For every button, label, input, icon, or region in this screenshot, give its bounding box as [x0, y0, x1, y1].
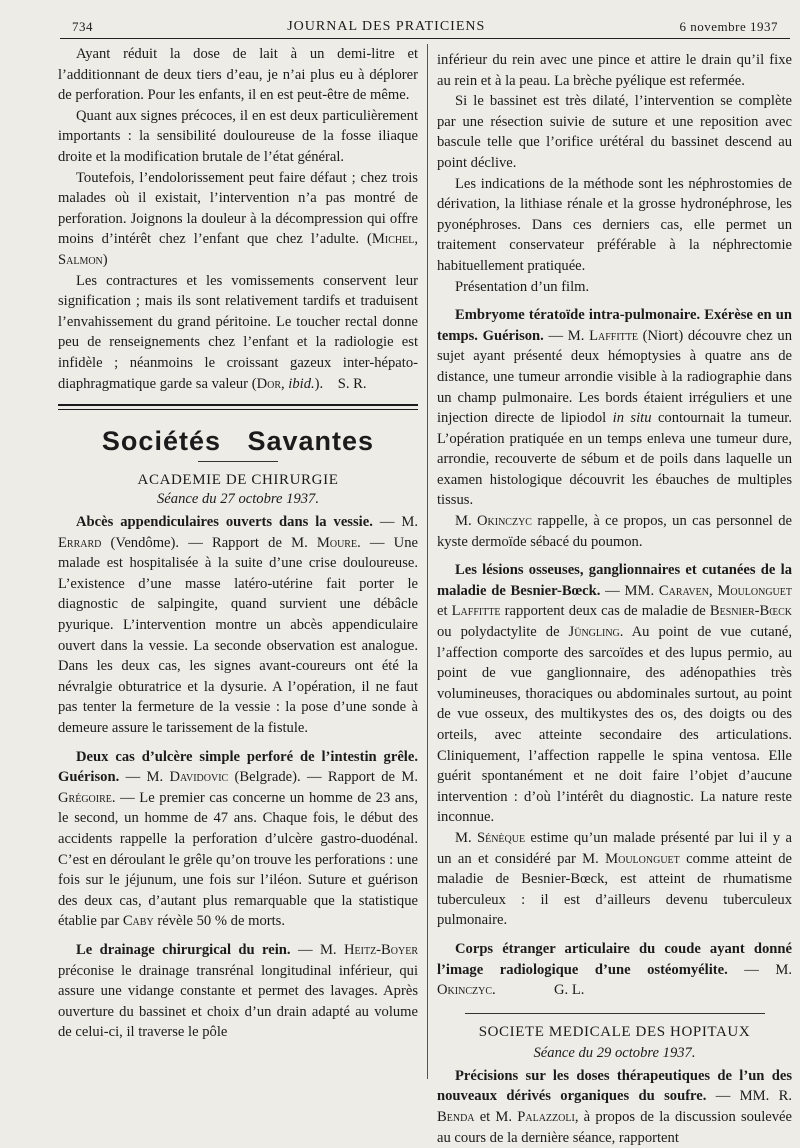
- author-name: Michel, Salmon: [58, 231, 418, 268]
- paragraph: Ayant réduit la dose de lait à un demi-litre et l’additionnant de deux tiers d’eau, je n’ai plus eu à déplorer de perforation. Pour les enfants, il en est peut-être de même.: [58, 46, 418, 104]
- column-separator: [427, 44, 428, 1079]
- article-title: Le drainage chirurgical du rein.: [76, 941, 291, 958]
- section-double-rule: [58, 404, 418, 410]
- page-number: 734: [72, 19, 93, 34]
- article: Abcès appendiculaires ouverts dans la vessie. — M. Errard (Vendôme). — Rapport de M. Moure. — Une malade est hospitalisée à la suite d’une crise douloureuse. L’existence d’une masse latéro-utérine fait porter le diagnostic de salpingite, quand survient une débâcle pyurique. L’intervention montre un abcès appendiculaire ouvert dans la vessie. La seconde observation est analogue. Dans les deux cas, les signes avant-coureurs ont été la névralgie obturatrice et la dysurie. A l’opération, il ne faut pas tenter la fermeture de la vessie : la pose d’une sonde à demeure assure le tarissement de la fistule.: [58, 514, 419, 737]
- article: Deux cas d’ulcère simple perforé de l’intestin grêle. Guérison. — M. Davidovic (Belgrade). — Rapport de M. Grégoire. — Le premier cas concerne un homme de 23 ans, le second, un homme de 47 ans. Chaque fois, le début des accidents rappelle la perforation d’ulcère gastro-duodénal. C’est en déroulant le grêle qu’on trouve les perforations : une fois sur le jéjunum, une fois sur l’iléon. Suture et guérison des deux cas, d’autant plus remarquable que la statistique établie par Caby révèle 50 % de morts.: [58, 748, 419, 930]
- paragraph: M. Sénèque estime qu’un malade présenté par lui il y a un an et considéré par M. Moulonguet comme atteint de maladie de Besnier-Bœck, est atteint de rhumatisme tuberculeux : il est d’ailleurs devenu tuberculeux pulmonaire.: [437, 829, 792, 929]
- article-title: Précisions sur les doses thérapeutiques de l’un des nouveaux dérivés organiques du soufre.: [437, 1067, 792, 1105]
- paragraph: Les indications de la méthode sont les néphrostomies de dérivation, la lithiase rénale et la grosse hydronéphrose, les pyonéphroses. Dans ces derniers cas, elle permet un traitement conservateur préférable à la néphrectomie habituellement pratiquée.: [437, 175, 792, 274]
- article-title: Embryome tératoïde intra-pulmonaire. Exérèse en un temps. Guérison.: [437, 307, 792, 344]
- section-rule: [465, 1013, 765, 1014]
- paragraph: Toutefois, l’endolorissement peut faire défaut ; chez trois malades où il existait, l’intervention n’a pas montré de perforation. Joignons la douleur à la décompression qui offre moins d’intérêt chez l’enfant que chez l’adulte. (Michel, Salmon): [58, 169, 418, 268]
- article: Le drainage chirurgical du rein. — M. Heitz-Boyer préconise le drainage transrénal longitudinal inférieur, qui assure une vidange constante et permet des lavages. Après ouverture du bassinet et choix d’un drain adapté au volume de celui-ci, il traverse le pôle: [58, 941, 418, 1041]
- article: Embryome tératoïde intra-pulmonaire. Exérèse en un temps. Guérison. — M. Laffitte (Niort) découvre chez un sujet ayant présenté deux hémoptysies à quatre ans de distance, une tumeur arrondie visible à la radiographie dans un champ pulmonaire. Les bords étaient irréguliers et une injection directe de lipiodol in situ contournait la tumeur. L’opération pratiquée en un temps enleva une tumeur dure, arrondie, recouverte de sébum et de poils dans laquelle un examen histologique découvrit les ébauches de multiples tissus.: [437, 307, 792, 509]
- paragraph: M. Okinczyc rappelle, à ce propos, un cas personnel de kyste dermoïde sébacé du poumon.: [437, 513, 792, 550]
- paragraph: Les contractures et les vomissements conservent leur signification ; mais ils sont relativement tardifs et traduisent l’envahissement du grand péritoine. Le toucher rectal donne peu de renseignements chez l’enfant et la radiologie est infidèle ; néanmoins le croissant gazeux inter-hépato-diaphragmatique garde sa valeur (Dor, ibid.). S. R.: [58, 272, 418, 392]
- author-name: Dor: [256, 375, 281, 392]
- paragraph: Quant aux signes précoces, il en est deux particulièrement importants : la sensibilité douloureuse de la fosse iliaque droite et la modification brutale de l’état général.: [58, 107, 418, 165]
- running-header: [72, 14, 778, 40]
- paragraph: Si le bassinet est très dilaté, l’intervention se complète par une résection suivie de suture et une reposition avec bascule telle que l’orifice urétéral du bassinet descend au point déclive.: [437, 93, 792, 171]
- session-date: Séance du 27 octobre 1937.: [157, 491, 319, 508]
- article: Précisions sur les doses thérapeutiques de l’un des nouveaux dérivés organiques du soufre. — MM. R. Benda et M. Palazzoli, à propos de la discussion soulevée au cours de la dernière séance, rapportent: [437, 1067, 793, 1146]
- issue-date: 6 novembre 1937: [679, 19, 778, 34]
- session-date: Séance du 29 octobre 1937.: [533, 1044, 696, 1061]
- header-rule: [60, 38, 790, 39]
- article-title: Abcès appendiculaires ouverts dans la vessie.: [76, 514, 373, 531]
- left-column: [58, 44, 418, 1043]
- signature: G. L.: [554, 982, 585, 999]
- paragraph: inférieur du rein avec une pince et attire le drain qu’il fixe au rein et à la peau. La brèche pyélique est refermée.: [437, 52, 792, 89]
- article-title: Corps étranger articulaire du coude ayant donné l’image radiologique d’une ostéomyélite.: [437, 940, 792, 978]
- article: Corps étranger articulaire du coude ayant donné l’image radiologique d’une ostéomyélite. — M. Okinczyc. G. L.: [437, 940, 793, 999]
- article-title: Deux cas d’ulcère simple perforé de l’intestin grêle. Guérison.: [58, 748, 418, 786]
- journal-title: JOURNAL DES PRATICIENS: [287, 19, 486, 34]
- article: Les lésions osseuses, ganglionnaires et cutanées de la maladie de Besnier-Bœck. — MM. Caraven, Moulonguet et Laffitte rapportent deux cas de maladie de Besnier-Bœck ou polydactylite de Jüngling. Au point de vue cutané, l’affection comporte des sarcoïdes et des lupus permio, au point de vue ganglionnaire, des adénopathies très volumineuses, thoraciques ou abdominales surtout, au point de vue osseux, des multikystes des os, des doigts ou des orteils, avec atteinte secondaire des articulations. Cliniquement, l’affection rappelle le spina ventosa. Elle guérit spontanément et ne doit faire l’objet d’aucune intervention : d’où l’intérêt du diagnostic. La nature reste inconnue.: [437, 562, 792, 826]
- article-title: Les lésions osseuses, ganglionnaires et cutanées de la maladie de Besnier-Bœck.: [437, 562, 792, 599]
- right-column: [437, 50, 792, 1148]
- society-title: SOCIETE MEDICALE DES HOPITAUX: [478, 1023, 751, 1040]
- paragraph: Présentation d’un film.: [455, 278, 590, 295]
- section-heading: Sociétés Savantes: [101, 426, 375, 457]
- signature: S. R.: [337, 375, 367, 392]
- society-title: ACADEMIE DE CHIRURGIE: [137, 472, 339, 489]
- heading-rule: [198, 461, 278, 462]
